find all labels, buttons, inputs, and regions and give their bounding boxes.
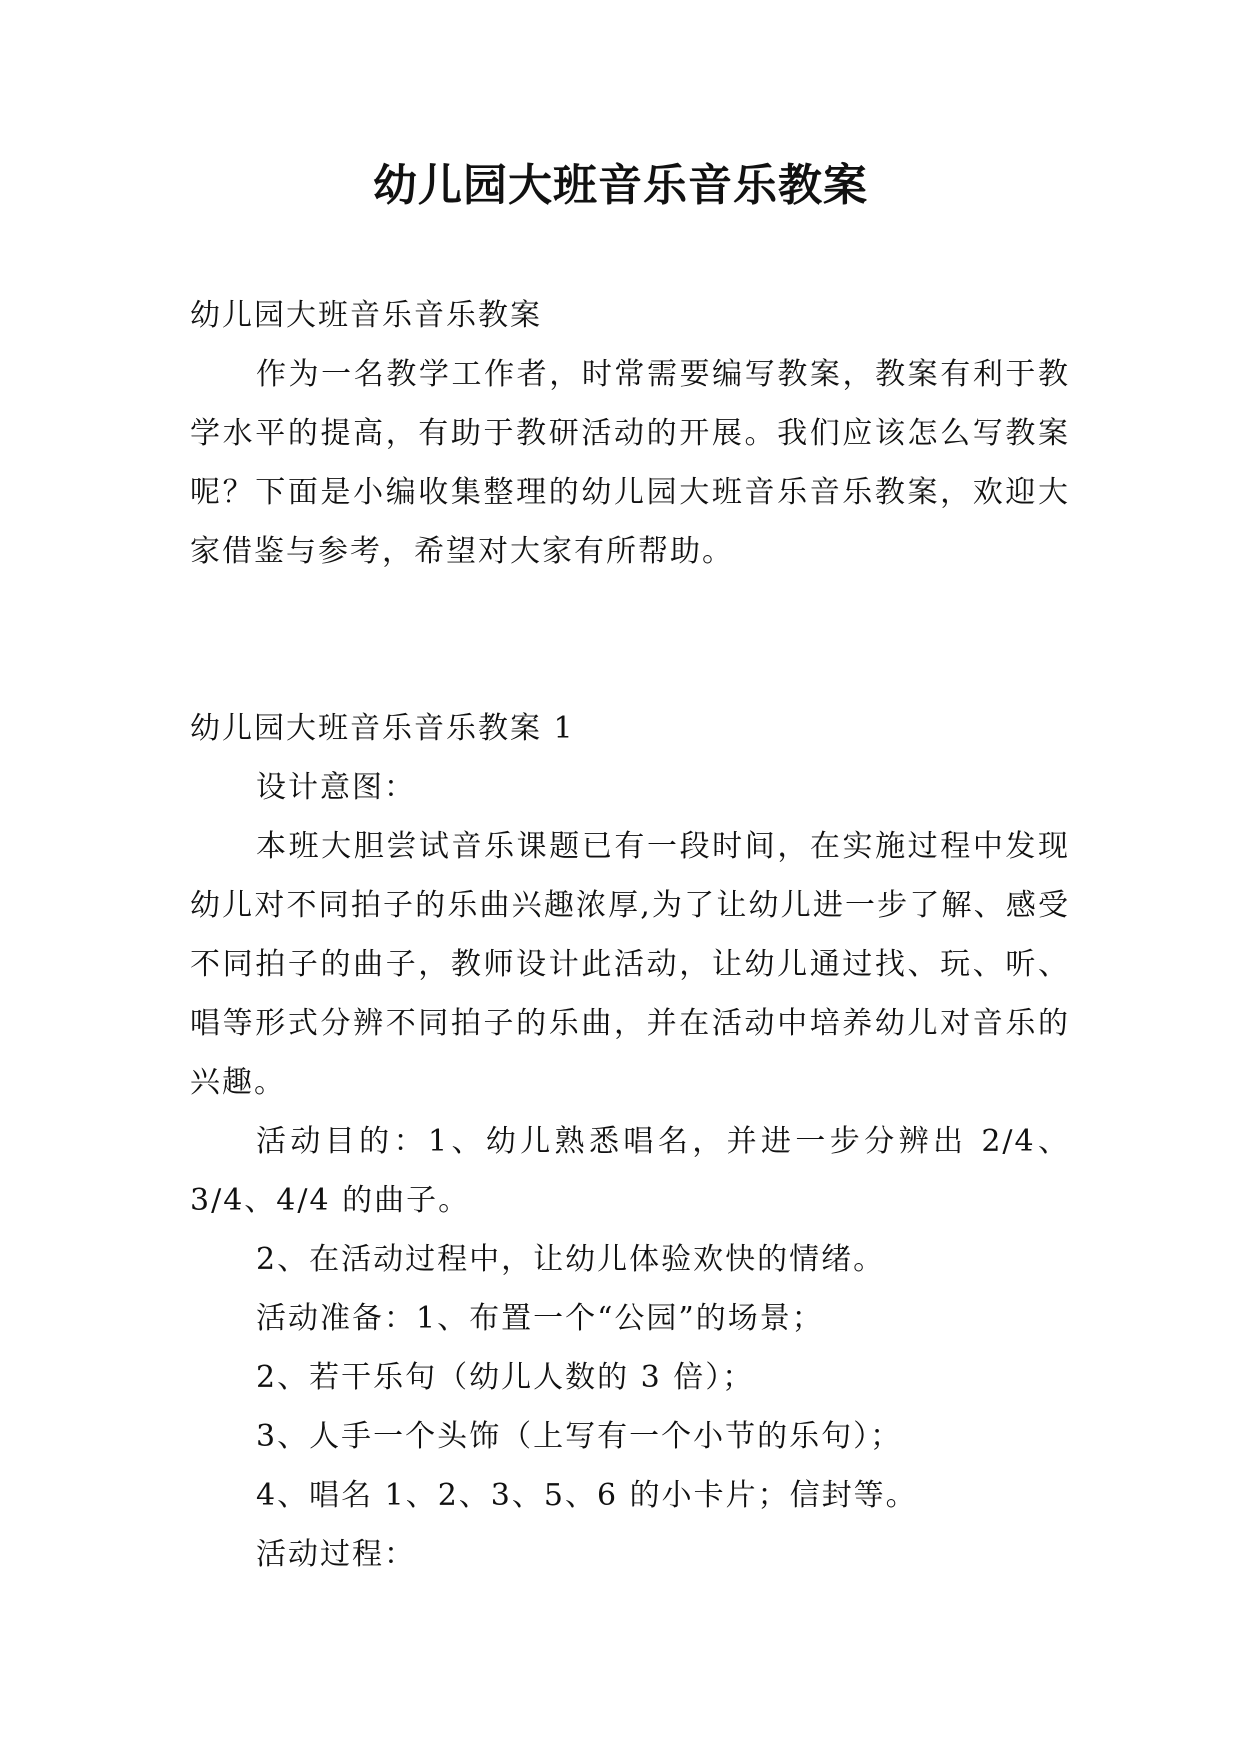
- activity-goal-1: 活动目的：1、幼儿熟悉唱名，并进一步分辨出 2/4、3/4、4/4 的曲子。: [190, 1124, 1070, 1218]
- activity-goal-2: 2、在活动过程中，让幼儿体验欢快的情绪。: [256, 1242, 886, 1277]
- preparation-1: 活动准备：1、布置一个“公园”的场景；: [256, 1301, 824, 1336]
- document-body: [190, 286, 1070, 1584]
- intro-paragraph: 作为一名教学工作者，时常需要编写教案，教案有利于教学水平的提高，有助于教研活动的开展。我们应该怎么写教案呢？下面是小编收集整理的幼儿园大班音乐音乐教案，欢迎大家借鉴与参考，希望对大家有所帮助。: [190, 357, 1070, 569]
- activity-process-label: 活动过程：: [256, 1537, 416, 1572]
- section-heading: 幼儿园大班音乐音乐教案 1: [190, 711, 575, 746]
- document-title: 幼儿园大班音乐音乐教案: [373, 160, 868, 211]
- preparation-2: 2、若干乐句（幼儿人数的 3 倍）；: [256, 1360, 755, 1395]
- design-intent-label: 设计意图：: [256, 770, 416, 805]
- preparation-4: 4、唱名 1、2、3、5、6 的小卡片；信封等。: [256, 1478, 918, 1513]
- section-spacer: [190, 581, 1070, 699]
- intro-heading: 幼儿园大班音乐音乐教案: [190, 298, 542, 333]
- design-intent-paragraph: 本班大胆尝试音乐课题已有一段时间，在实施过程中发现幼儿对不同拍子的乐曲兴趣浓厚,为了让幼儿进一步了解、感受不同拍子的曲子，教师设计此活动，让幼儿通过找、玩、听、唱等形式分辨不同拍子的乐曲，并在活动中培养幼儿对音乐的兴趣。: [190, 829, 1070, 1100]
- preparation-3: 3、人手一个头饰（上写有一个小节的乐句）；: [256, 1419, 903, 1454]
